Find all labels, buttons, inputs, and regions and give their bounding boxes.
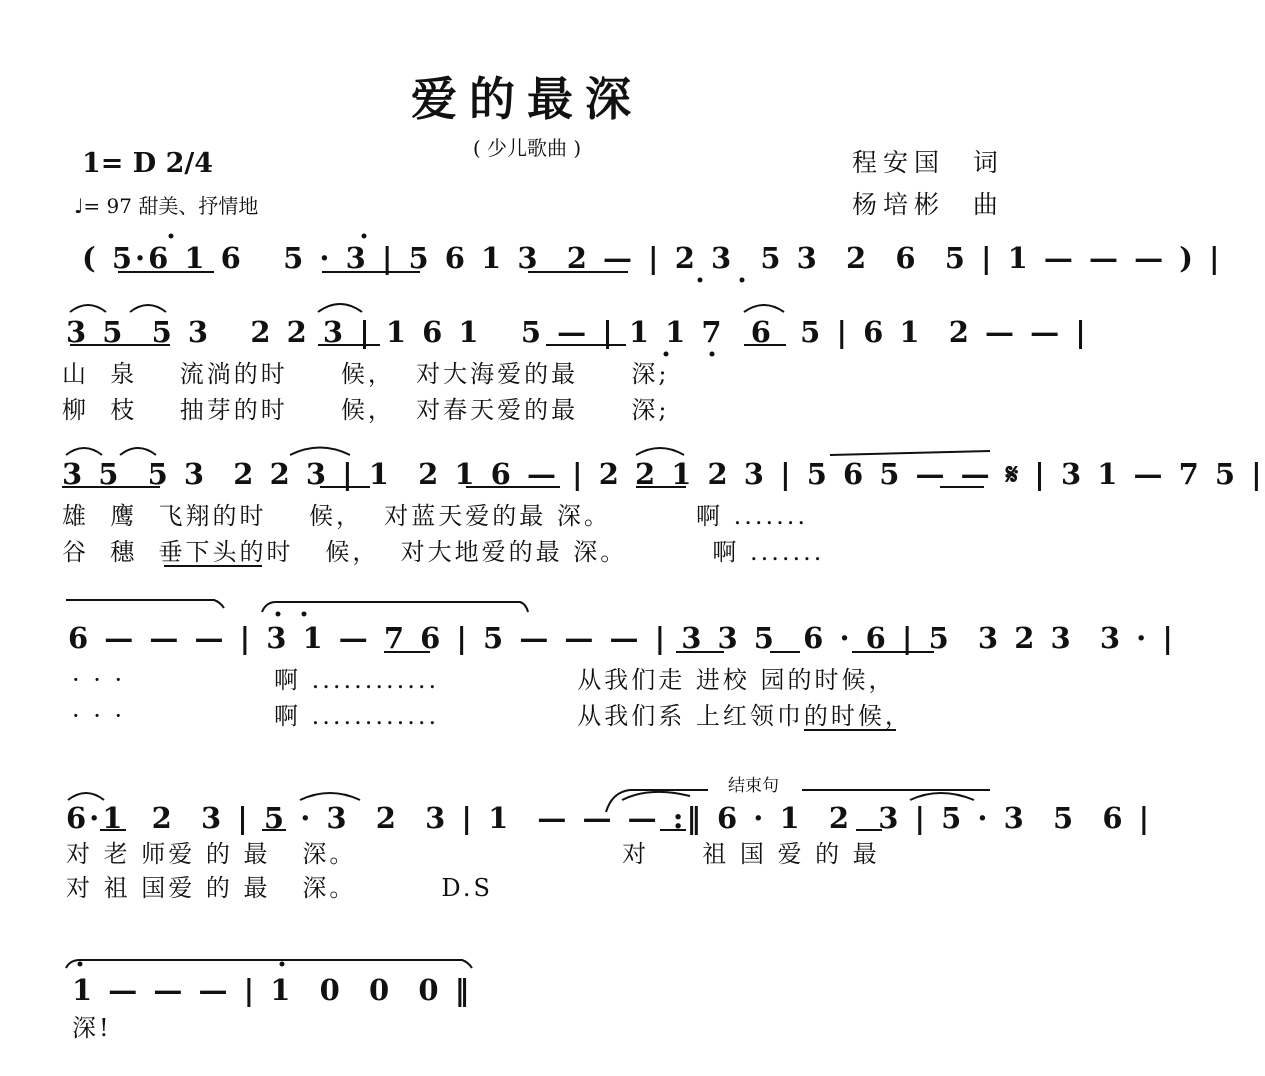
slur-mark — [910, 793, 974, 800]
notation-row-4: 6·1 2 3 | 5 · 3 2 3 | 1 — — — :‖ 6 · 1 2 3 | 5 · 3 5 6 | — [66, 801, 1153, 835]
notation-row-3: 6 — — — | 3 1 — 7 6 | 5 — — — | 3 3 5 6 · 6 | 5 3 2 3 3 · | — [68, 621, 1176, 655]
octave-dot — [698, 278, 703, 283]
notation-row-intro: ( 5·6 1 6 5 · 3 | 5 6 1 3 2 — | 2 3 5 3 2 6 5 | 1 — — — ) | — [82, 241, 1223, 275]
slur-mark — [66, 960, 472, 968]
lyrics-row-5: 深! — [72, 1014, 112, 1042]
octave-dot — [362, 234, 367, 239]
ending-label: 结束句 — [728, 776, 779, 796]
octave-dot — [302, 612, 307, 617]
song-title: 爱的最深 — [411, 72, 643, 126]
octave-dot — [710, 352, 715, 357]
slur-mark — [262, 602, 528, 612]
octave-dot — [169, 234, 174, 239]
notation-row-2: 3 5 5 3 2 2 3 | 1 2 1 6 — | 2 2 1 2 3 | 5 6 5 — — 𝄋 | 3 1 — 7 5 | — [62, 457, 1265, 491]
key-signature: 1= D 2/4 — [82, 148, 214, 179]
lyrics-row-1a: 山 泉 流淌的时 候， 对大海爱的最 深; — [62, 360, 670, 388]
notation-row-1: 3 5 5 3 2 2 3 | 1 6 1 5 — | 1 1 7 6 5 | 6 1 2 — — | — [66, 315, 1089, 349]
tempo-marking: ♩= 97 甜美、抒情地 — [74, 194, 259, 218]
lyrics-row-2a: 雄 鹰 飞翔的时 候， 对蓝天爱的最 深。 啊 ....... — [62, 502, 808, 530]
lyrics-row-3b: · · · 啊 ............ 从我们系 上红领巾的时候， — [72, 702, 912, 730]
slur-mark — [744, 305, 784, 312]
lyrics-row-2b: 谷 穗 垂下头的时 候， 对大地爱的最 深。 啊 ....... — [62, 538, 825, 566]
octave-dot — [276, 612, 281, 617]
octave-dot — [664, 352, 669, 357]
lyrics-row-4a: 对 老 师爱 的 最 深。 对 祖 国 爱 的 最 — [66, 840, 880, 868]
slur-mark — [68, 793, 104, 800]
lyrics-row-3a: · · · 啊 ............ 从我们走 进校 园的时候， — [72, 666, 896, 694]
lyrics-row-4b: 对 祖 国爱 的 最 深。 D.S — [66, 874, 493, 902]
octave-dot — [78, 962, 83, 967]
slur-mark — [66, 600, 224, 608]
slur-mark — [606, 790, 708, 812]
song-subtitle: ( 少儿歌曲 ) — [472, 136, 582, 160]
slur-mark — [830, 451, 990, 455]
slur-mark — [636, 448, 684, 455]
slur-mark — [66, 448, 102, 455]
composer-credit: 杨培彬 曲 — [852, 190, 1004, 219]
lyrics-row-1b: 柳 枝 抽芽的时 候， 对春天爱的最 深; — [62, 396, 670, 424]
slur-mark — [120, 448, 156, 455]
slur-mark — [300, 793, 360, 800]
slur-mark — [70, 305, 106, 312]
octave-dot — [280, 962, 285, 967]
notation-row-5: 1 — — — | 1 0 0 0 ‖ — [72, 973, 473, 1007]
slur-mark — [622, 792, 690, 800]
slur-mark — [318, 304, 362, 312]
slur-mark — [290, 448, 350, 456]
octave-dot — [740, 278, 745, 283]
lyricist-credit: 程安国 词 — [852, 148, 1004, 177]
slur-mark — [130, 305, 166, 312]
